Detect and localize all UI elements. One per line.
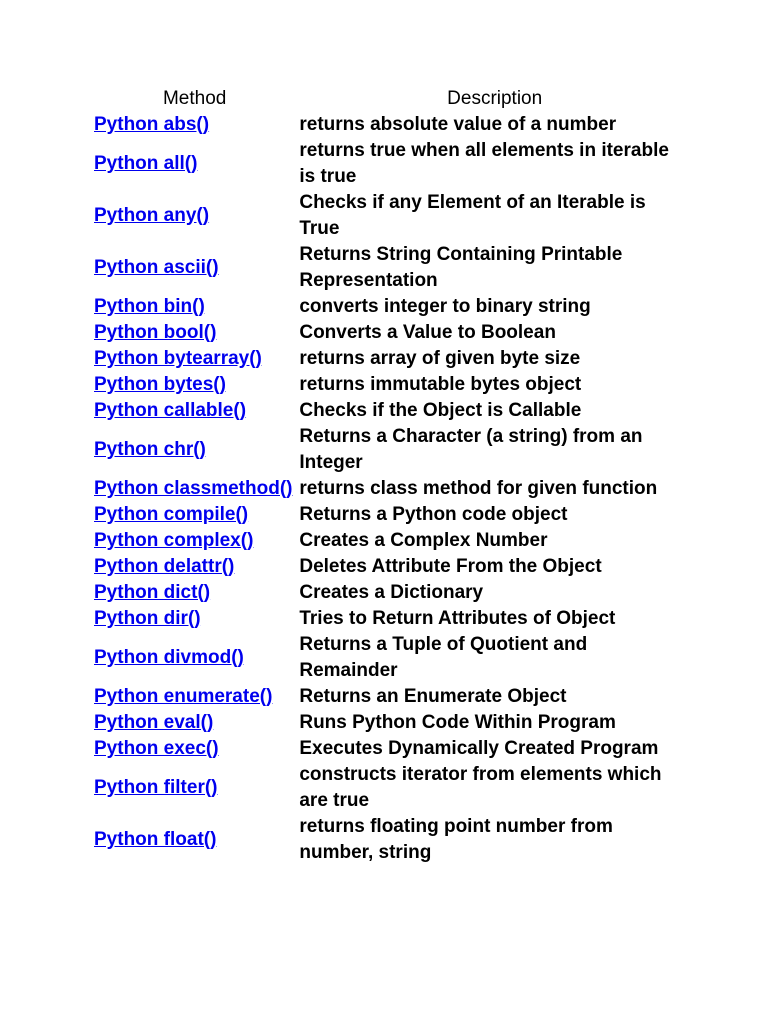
description-cell: Checks if the Object is Callable — [299, 400, 582, 421]
description-cell: Returns a Character (a string) from an Integer — [299, 426, 643, 473]
description-cell: Returns an Enumerate Object — [299, 686, 567, 707]
description-cell: constructs iterator from elements which are true — [299, 764, 662, 811]
table-row — [90, 476, 690, 502]
method-cell — [90, 684, 295, 710]
table-header-row — [90, 86, 690, 112]
table-row — [90, 814, 690, 866]
method-cell — [90, 528, 295, 554]
method-link[interactable]: Python bytearray() — [94, 348, 262, 369]
method-cell — [90, 554, 295, 580]
description-cell: returns class method for given function — [299, 478, 658, 499]
description-column-header: Description — [447, 88, 543, 109]
description-cell: Tries to Return Attributes of Object — [299, 608, 616, 629]
table-row — [90, 762, 690, 814]
method-link[interactable]: Python bin() — [94, 296, 205, 317]
description-cell: Returns a Python code object — [299, 504, 568, 525]
method-cell — [90, 476, 295, 502]
table-row — [90, 502, 690, 528]
table-row — [90, 372, 690, 398]
method-link[interactable]: Python float() — [94, 829, 217, 850]
table-row — [90, 242, 690, 294]
method-cell — [90, 814, 295, 866]
method-link[interactable]: Python any() — [94, 205, 210, 226]
method-link[interactable]: Python abs() — [94, 114, 210, 135]
method-cell — [90, 190, 295, 242]
method-link[interactable]: Python classmethod() — [94, 478, 293, 499]
method-link[interactable]: Python compile() — [94, 504, 249, 525]
table-row — [90, 424, 690, 476]
table-row — [90, 294, 690, 320]
description-cell: Creates a Complex Number — [299, 530, 548, 551]
description-cell: Creates a Dictionary — [299, 582, 484, 603]
description-cell: Runs Python Code Within Program — [299, 712, 616, 733]
table-row — [90, 554, 690, 580]
method-cell — [90, 606, 295, 632]
method-cell — [90, 762, 295, 814]
description-cell: converts integer to binary string — [299, 296, 591, 317]
table-row — [90, 138, 690, 190]
description-cell: Checks if any Element of an Iterable is True — [299, 192, 646, 239]
table-row — [90, 320, 690, 346]
method-link[interactable]: Python filter() — [94, 777, 218, 798]
method-link[interactable]: Python delattr() — [94, 556, 235, 577]
table-row — [90, 346, 690, 372]
description-cell: Deletes Attribute From the Object — [299, 556, 602, 577]
method-cell — [90, 242, 295, 294]
method-cell — [90, 294, 295, 320]
table-row — [90, 190, 690, 242]
description-cell: Converts a Value to Boolean — [299, 322, 556, 343]
method-cell — [90, 320, 295, 346]
method-cell — [90, 398, 295, 424]
method-link[interactable]: Python bytes() — [94, 374, 226, 395]
method-column-header: Method — [162, 88, 227, 109]
method-link[interactable]: Python chr() — [94, 439, 206, 460]
description-cell: returns floating point number from number, string — [299, 816, 613, 863]
description-cell: Executes Dynamically Created Program — [299, 738, 659, 759]
table-body — [90, 112, 690, 866]
python-methods-table — [90, 86, 690, 866]
method-link[interactable]: Python ascii() — [94, 257, 219, 278]
description-cell: returns absolute value of a number — [299, 114, 617, 135]
method-link[interactable]: Python dir() — [94, 608, 201, 629]
method-link[interactable]: Python dict() — [94, 582, 211, 603]
table-row — [90, 606, 690, 632]
description-cell: returns immutable bytes object — [299, 374, 582, 395]
table-row — [90, 112, 690, 138]
method-link[interactable]: Python enumerate() — [94, 686, 273, 707]
method-cell — [90, 346, 295, 372]
method-cell — [90, 138, 295, 190]
method-link[interactable]: Python all() — [94, 153, 198, 174]
table-row — [90, 684, 690, 710]
method-cell — [90, 710, 295, 736]
table-row — [90, 528, 690, 554]
method-cell — [90, 424, 295, 476]
description-cell: returns array of given byte size — [299, 348, 581, 369]
method-link[interactable]: Python exec() — [94, 738, 219, 759]
description-cell: Returns String Containing Printable Representation — [299, 244, 623, 291]
method-cell — [90, 632, 295, 684]
method-link[interactable]: Python complex() — [94, 530, 254, 551]
table-row — [90, 398, 690, 424]
table-row — [90, 710, 690, 736]
table-row — [90, 736, 690, 762]
method-cell — [90, 112, 295, 138]
method-link[interactable]: Python eval() — [94, 712, 214, 733]
method-link[interactable]: Python divmod() — [94, 647, 244, 668]
description-cell: Returns a Tuple of Quotient and Remainder — [299, 634, 588, 681]
description-cell: returns true when all elements in iterable is true — [299, 140, 669, 187]
table-row — [90, 580, 690, 606]
method-cell — [90, 502, 295, 528]
method-cell — [90, 736, 295, 762]
method-cell — [90, 372, 295, 398]
table-row — [90, 632, 690, 684]
method-link[interactable]: Python callable() — [94, 400, 247, 421]
method-link[interactable]: Python bool() — [94, 322, 217, 343]
method-cell — [90, 580, 295, 606]
